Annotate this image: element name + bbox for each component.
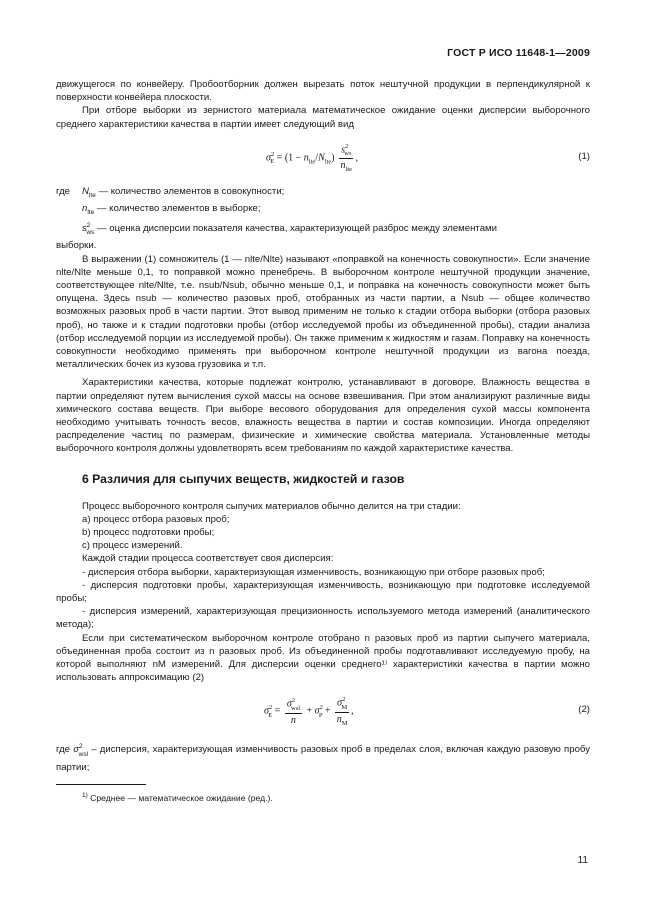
where-2-sigma: σ [73, 744, 80, 756]
formula-1-fraction [339, 143, 353, 173]
footnote-text: Среднее — математическое ожидание (ред.). [87, 792, 273, 803]
formula-2-plus-2: + [324, 705, 331, 717]
where-3-text: — оценка дисперсии показателя качества, характеризующей разброс между элементами [94, 223, 497, 235]
where-1-sub: lte [88, 191, 96, 199]
formula-2 [56, 692, 590, 734]
stage-list-item-b: b) процесс подготовки пробы; [82, 526, 215, 538]
where-2-sigma-sub: wsl [78, 750, 89, 758]
page-number: 11 [577, 855, 588, 866]
formula-2-expression [264, 696, 354, 726]
paragraph-3: В выражении (1) сомножитель (1 — nlte/Nlte) называют «поправкой на конечность совокупности». Если значение nlte/Nlte меньше 0,1, то поправкой можно пренебречь. В выборочном контроле нештучной продукции значение, соответствующее nlte/Nlte, т.е. nsub/Nsub, обычно меньше 0,1, и поправка на конечность совокупности может быть опущена. Здесь nsub — количество разовых проб, отобранных из части партии, а Nsub — общее количество возможных разовых проб в части партии. Этот вывод применим не только к стадии отбора выборки (отбора разовых проб), но также и к стадии подготовки пробы (отбор исследуемой пробы из объединенной пробы), стадии анализа (отбор исследуемой порции из исследуемой пробы). Он также применим к жидкостям и газам. Поправку на конечность совокупности необходимо применять при выборочном контроле нештучной продукции из вагона поезда, металлических бочек из кузова грузовика и т.п. [56, 253, 590, 371]
formula-1-open: (1 − [284, 152, 302, 164]
formula-1-sigma: σ [266, 152, 271, 164]
formula-2-plus-1: + [306, 705, 313, 717]
stage-list-item-c: с) процесс измерений. [82, 540, 183, 552]
where-3-sub: ws [86, 229, 95, 237]
formula-1-N: N [318, 152, 325, 164]
formula-1-denominator-sub: lte [345, 166, 353, 174]
formula-1-number: (1) [578, 150, 590, 162]
formula-2-mid-sub: P [318, 711, 323, 719]
formula-1-comma: , [355, 152, 358, 164]
formula-2-f2-sigma: σ [337, 697, 343, 709]
formula-1-denominator: n [340, 160, 346, 172]
formula-2-f1-sub: wsl [291, 704, 301, 712]
formula-2-number: (2) [578, 704, 590, 716]
where-block-2 [56, 740, 590, 774]
formula-2-fraction-1 [285, 697, 302, 725]
dispersion-item-1: - дисперсия отбора выборки, характеризующая изменчивость, возникающую при отборе разовых проб; [82, 566, 545, 578]
footnote-divider [56, 784, 146, 785]
where-2-description: – дисперсия, характеризующая изменчивость разовых проб в пределах слоя, включая каждую разовую пробу партии; [56, 744, 591, 773]
paragraph-2: При отборе выборки из зернистого материала математическое ожидание оценки дисперсии выборочного среднего характеристики качества в партии имеет следующий вид [56, 105, 590, 130]
where-2-text: — количество элементов в выборке; [94, 202, 261, 214]
formula-2-sigma: σ [264, 705, 269, 717]
formula-1-eq: = [276, 152, 283, 164]
formula-1 [56, 139, 590, 179]
formula-2-sup: 2 [268, 704, 273, 712]
section-paragraph-3: Если при систематическом выборочном контроле отобрано n разовых проб из партии сыпучего материала, объединенная проба состоит из n разовых проб. Из объединенной пробы подготавливают исследуемую пробу, на которой выполняют nM измерений. Для дисперсии оценки среднего¹⁾ характеристики качества в партии можно использовать аппроксимацию (2) [56, 632, 590, 684]
where-1-text: — количество элементов в совокупности; [95, 185, 285, 197]
formula-1-n: n [303, 152, 309, 164]
where-label: где [56, 185, 71, 197]
where-2-label: где [56, 744, 71, 756]
where-2-sigma-sup: 2 [79, 743, 83, 751]
dispersion-item-3: - дисперсия измерений, характеризующая прецизионность используемого метода измерений (аналитического метода); [56, 606, 590, 631]
formula-1-slash: / [315, 152, 319, 164]
formula-1-n-sub: lte [308, 158, 316, 166]
formula-2-fraction-2 [335, 696, 349, 726]
where-2-sub: lte [87, 208, 95, 216]
formula-2-f1-sup: 2 [291, 697, 295, 705]
formula-1-expression [266, 143, 358, 173]
paragraph-4: Характеристики качества, которые подлежат контролю, устанавливают в договоре. Влажность вещества в партии определяют путем вычисления сухой массы на основе взвешивания. При этом анализируют различные виды химического состава веществ. При выборе весового оборудования для определения сухой массы компонента необходимо учитывать точность весов, влажность вещества в партии и состав композиции. Иногда определяют распределение частиц по размерам, физические и химические свойства материала. Установленные методы выборочного контроля должны удовлетворять всем требованиям по каждой характеристике качества. [56, 377, 590, 455]
formula-1-s-sub: ws [344, 150, 352, 158]
where-block-1 [56, 185, 590, 253]
page-content [56, 78, 590, 804]
where-1-sym: N [82, 185, 89, 197]
formula-1-sub: E [270, 158, 275, 166]
formula-2-mid-sigma: σ [314, 705, 320, 717]
formula-2-f1-denominator: n [290, 714, 296, 726]
formula-2-sub: E [268, 711, 273, 719]
formula-1-sup: 2 [270, 150, 275, 158]
section-paragraph-1: Процесс выборочного контроля сыпучих материалов обычно делится на три стадии: [82, 500, 461, 512]
where-3-continuation: выборки. [56, 240, 97, 252]
dispersion-item-2: - дисперсия подготовки пробы, характеризующая изменчивость, возникающую при подготовке исследуемой пробы; [56, 579, 590, 604]
formula-2-f2-denominator: n [336, 713, 342, 725]
standard-header: ГОСТ Р ИСО 11648-1—2009 [447, 47, 590, 59]
section-6-title: 6 Различия для сыпучих веществ, жидкостей и газов [82, 471, 405, 486]
formula-1-N-sub: lte [324, 158, 332, 166]
formula-2-f2-sup: 2 [342, 696, 346, 704]
formula-2-mid-sup: 2 [319, 704, 323, 712]
formula-1-s-sup: 2 [345, 142, 349, 150]
paragraph-1: движущегося по конвейеру. Пробоотборник должен вырезать поток нештучной продукции в перпендикулярной к поверхности конвейера плоскости. [56, 79, 590, 104]
formula-2-f2-sub: M [341, 703, 348, 711]
formula-1-close: ) [331, 152, 335, 164]
formula-1-s: s [341, 144, 345, 156]
where-3-sup: 2 [86, 222, 91, 230]
where-2-sym: n [82, 202, 88, 214]
formula-2-comma: , [351, 705, 354, 717]
formula-2-eq: = [274, 705, 281, 717]
where-3-sym: s [82, 223, 87, 235]
stage-list-item-a: а) процесс отбора разовых проб; [82, 513, 230, 525]
section-paragraph-2: Каждой стадии процесса соответствует своя дисперсия: [82, 553, 334, 565]
footnote-mark: 1) [82, 791, 88, 799]
footnote [82, 790, 590, 804]
formula-2-f2-denominator-sub: M [341, 719, 348, 727]
formula-2-f1-sigma: σ [286, 698, 292, 710]
